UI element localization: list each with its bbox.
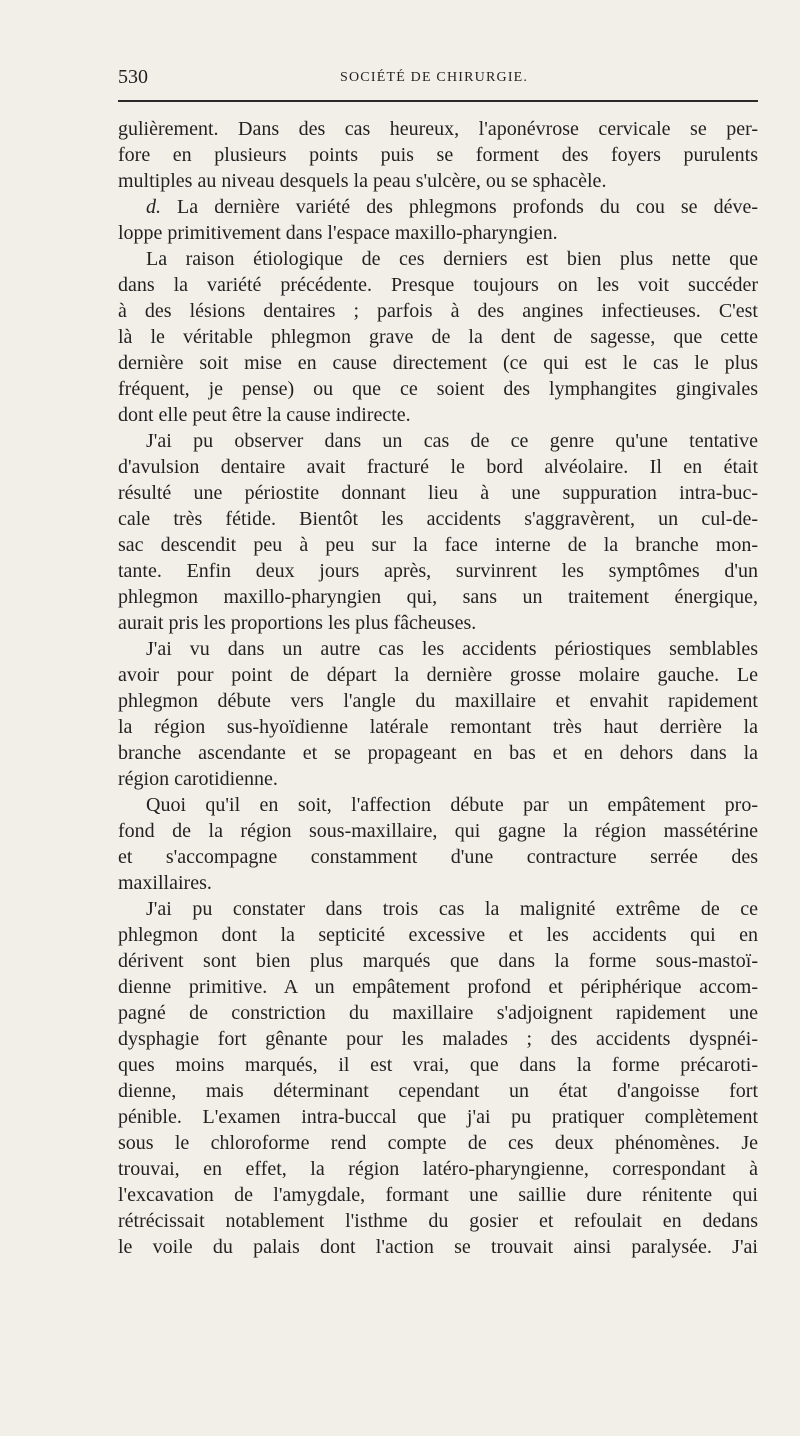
text-line: fond de la région sous-maxillaire, qui gagne la région massétérine bbox=[118, 820, 758, 842]
text-line: maxillaires. bbox=[118, 872, 212, 894]
text-line: loppe primitivement dans l'espace maxillo-pharyngien. bbox=[118, 222, 558, 244]
text-line: fore en plusieurs points puis se forment des foyers purulents bbox=[118, 144, 758, 166]
text-line: pénible. L'examen intra-buccal que j'ai pu pratiquer complètement bbox=[118, 1106, 758, 1128]
text-line: trouvai, en effet, la région latéro-pharyngienne, correspondant à bbox=[118, 1158, 758, 1180]
text-line: rétrécissait notablement l'isthme du gosier et refoulait en dedans bbox=[118, 1210, 758, 1232]
text-line: ques moins marqués, il est vrai, que dans la forme précaroti- bbox=[118, 1054, 758, 1076]
section-letter: d. bbox=[146, 196, 161, 218]
text-line: cale très fétide. Bientôt les accidents s'aggravèrent, un cul-de- bbox=[118, 508, 758, 530]
text-line: et s'accompagne constamment d'une contracture serrée des bbox=[118, 846, 758, 868]
line-text: La dernière variété des phlegmons profonds du cou se déve- bbox=[161, 196, 758, 218]
text-line: aurait pris les proportions les plus fâcheuses. bbox=[118, 612, 477, 634]
text-line: J'ai vu dans un autre cas les accidents périostiques semblables bbox=[146, 638, 758, 660]
text-line: le voile du palais dont l'action se trouvait ainsi paralysée. J'ai bbox=[118, 1236, 758, 1258]
text-line: J'ai pu observer dans un cas de ce genre qu'une tentative bbox=[146, 430, 758, 452]
text-line: phlegmon maxillo-pharyngien qui, sans un traitement énergique, bbox=[118, 586, 758, 608]
text-line: à des lésions dentaires ; parfois à des angines infectieuses. C'est bbox=[118, 300, 758, 322]
text-line: résulté une périostite donnant lieu à une suppuration intra-buc- bbox=[118, 482, 758, 504]
body-text bbox=[118, 116, 758, 1260]
text-line: dans la variété précédente. Presque toujours on les voit succéder bbox=[118, 274, 758, 296]
text-line bbox=[118, 194, 758, 220]
text-line: dérivent sont bien plus marqués que dans la forme sous-mastoï- bbox=[118, 950, 758, 972]
text-line: phlegmon dont la septicité excessive et les accidents qui en bbox=[118, 924, 758, 946]
text-line: là le véritable phlegmon grave de la dent de sagesse, que cette bbox=[118, 326, 758, 348]
text-line: branche ascendante et se propageant en bas et en dehors dans la bbox=[118, 742, 758, 764]
text-line: région carotidienne. bbox=[118, 768, 278, 790]
text-line: dienne primitive. A un empâtement profond et périphérique accom- bbox=[118, 976, 758, 998]
text-line: avoir pour point de départ la dernière grosse molaire gauche. Le bbox=[118, 664, 758, 686]
text-line: l'excavation de l'amygdale, formant une saillie dure rénitente qui bbox=[118, 1184, 758, 1206]
text-line: La raison étiologique de ces derniers est bien plus nette que bbox=[146, 248, 758, 270]
page-number: 530 bbox=[118, 66, 148, 88]
text-line: sac descendit peu à peu sur la face interne de la branche mon- bbox=[118, 534, 758, 556]
text-line: multiples au niveau desquels la peau s'ulcère, ou se sphacèle. bbox=[118, 170, 607, 192]
text-line: dysphagie fort gênante pour les malades ; des accidents dyspnéi- bbox=[118, 1028, 758, 1050]
text-line: tante. Enfin deux jours après, survinrent les symptômes d'un bbox=[118, 560, 758, 582]
header-rule bbox=[118, 100, 758, 102]
text-line: dernière soit mise en cause directement (ce qui est le cas le plus bbox=[118, 352, 758, 374]
text-line: d'avulsion dentaire avait fracturé le bord alvéolaire. Il en était bbox=[118, 456, 758, 478]
text-line: Quoi qu'il en soit, l'affection débute par un empâtement pro- bbox=[146, 794, 758, 816]
running-title: SOCIÉTÉ DE CHIRURGIE. bbox=[340, 70, 529, 85]
page-header bbox=[118, 66, 758, 96]
text-line: phlegmon débute vers l'angle du maxillaire et envahit rapidement bbox=[118, 690, 758, 712]
text-line: gulièrement. Dans des cas heureux, l'aponévrose cervicale se per- bbox=[118, 118, 758, 140]
text-line: sous le chloroforme rend compte de ces deux phénomènes. Je bbox=[118, 1132, 758, 1154]
text-line: fréquent, je pense) ou que ce soient des lymphangites gingivales bbox=[118, 378, 758, 400]
text-line: la région sus-hyoïdienne latérale remontant très haut derrière la bbox=[118, 716, 758, 738]
text-line: J'ai pu constater dans trois cas la malignité extrême de ce bbox=[146, 898, 758, 920]
text-line: dont elle peut être la cause indirecte. bbox=[118, 404, 411, 426]
text-line: pagné de constriction du maxillaire s'adjoignent rapidement une bbox=[118, 1002, 758, 1024]
text-line: dienne, mais déterminant cependant un état d'angoisse fort bbox=[118, 1080, 758, 1102]
